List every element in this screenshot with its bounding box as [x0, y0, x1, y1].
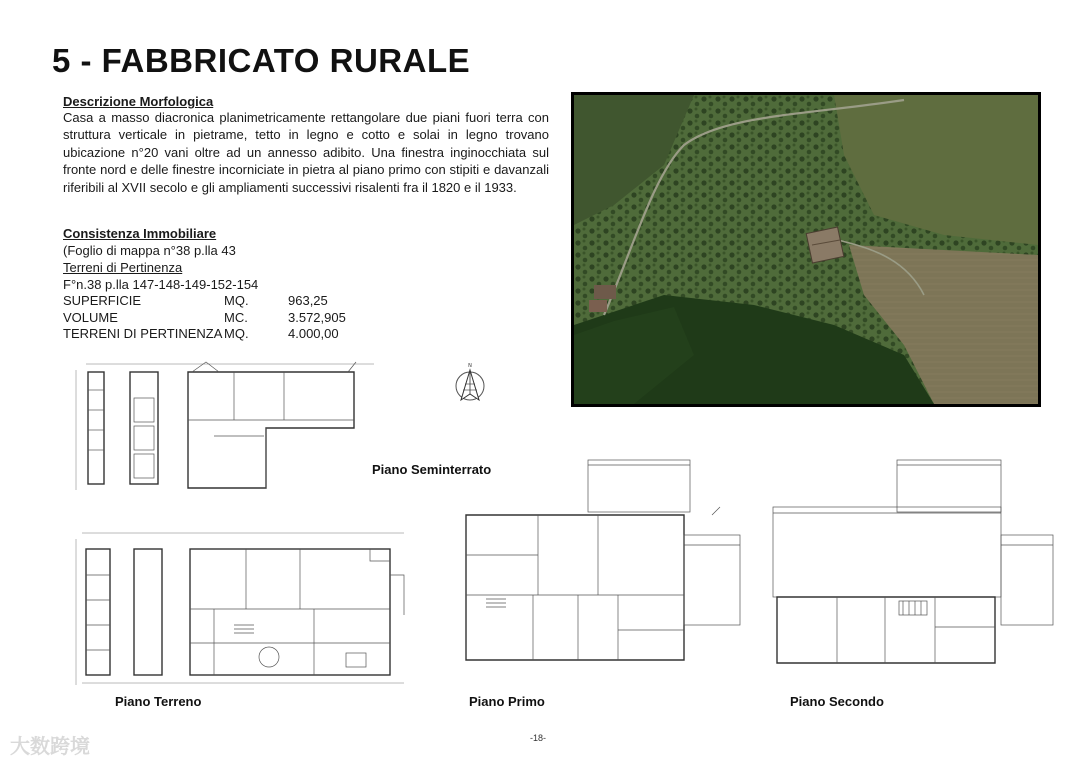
plan-label-terreno: Piano Terreno: [115, 694, 202, 709]
description-heading: Descrizione Morfologica: [63, 94, 214, 109]
pertinenza-value: 4.000,00: [288, 326, 339, 341]
aerial-photo-drawing: [574, 95, 1038, 404]
description-body: Casa a masso diacronica planimetricamente rettangolare due piani fuori terra con struttura verticale in pietrame, tetto in legno e cotto e solai in legno trovano ubicazione n°20 vani oltre ad un annesso adibito. Una finestra inginocchiata sul fronte nord e delle finestre incorniciate in pietra al piano primo con stipiti e davanzali riferibili al XVII secolo e gli ampliamenti successivi risalenti fra il 1820 e il 1933.: [63, 110, 549, 195]
superficie-value: 963,25: [288, 293, 328, 308]
pertinenza-unit: MQ.: [224, 326, 249, 341]
plan-label-secondo: Piano Secondo: [790, 694, 884, 709]
volume-unit: MC.: [224, 310, 248, 325]
foglio-line: (Foglio di mappa n°38 p.lla 43: [63, 243, 236, 258]
plan-label-primo: Piano Primo: [469, 694, 545, 709]
superficie-label: SUPERFICIE: [63, 293, 142, 308]
piano-terreno-drawing: [74, 525, 414, 690]
pertinenza-label: TERRENI DI PERTINENZA: [63, 326, 223, 341]
page-title: 5 - FABBRICATO RURALE: [52, 42, 471, 79]
aerial-photo: [571, 92, 1041, 407]
north-arrow-icon: [452, 362, 488, 406]
terreni-subheading: Terreni di Pertinenza: [63, 260, 183, 275]
consistenza-heading: Consistenza Immobiliare: [63, 226, 217, 241]
superficie-unit: MQ.: [224, 293, 249, 308]
volume-label: VOLUME: [63, 310, 118, 325]
piano-primo-drawing: [458, 455, 748, 690]
plan-label-seminterrato: Piano Seminterrato: [372, 462, 492, 477]
particelle-line: F°n.38 p.lla 147-148-149-152-154: [63, 277, 259, 292]
piano-seminterrato-drawing: [74, 360, 384, 495]
volume-value: 3.572,905: [288, 310, 346, 325]
north-arrow-letter: N: [468, 363, 472, 369]
watermark-text: 大数跨境: [10, 736, 90, 758]
piano-secondo-drawing: [765, 455, 1060, 690]
page-number: -18-: [530, 733, 547, 743]
